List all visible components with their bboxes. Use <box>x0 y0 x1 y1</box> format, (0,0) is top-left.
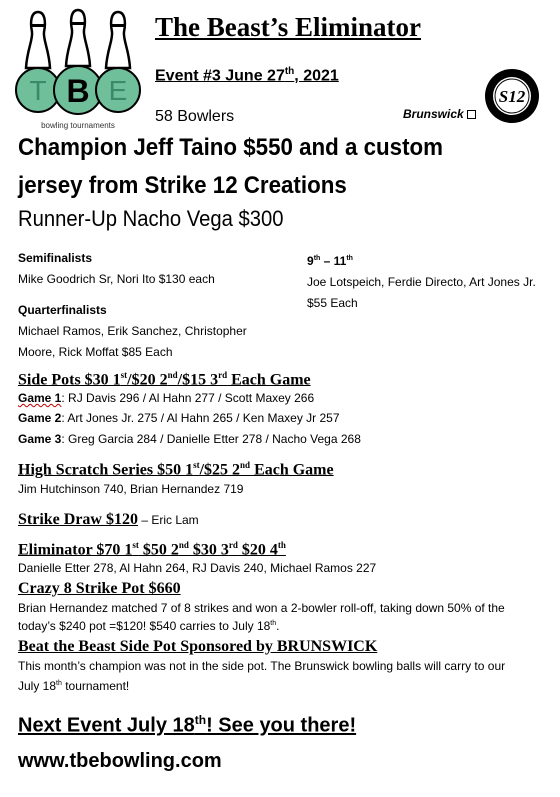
quarterfinalists <box>18 300 247 363</box>
bowling-pin-icon <box>106 12 130 68</box>
side-pot-game-2: Game 2: Art Jones Jr. 275 / Al Hahn 265 / Ken Maxey Jr 257 <box>18 411 340 425</box>
logo-caption: bowling tournaments <box>41 121 115 130</box>
bowling-pin-icon <box>26 12 50 68</box>
high-scratch-text: Jim Hutchinson 740, Brian Hernandez 719 <box>18 482 244 496</box>
brunswick-logo: Brunswick <box>403 107 476 121</box>
side-pots-heading: Side Pots $30 1st/$20 2nd/$15 3rd Each Game <box>18 370 311 389</box>
strike-draw: Strike Draw $120 – Eric Lam <box>18 511 199 528</box>
side-pot-game-3: Game 3: Greg Garcia 284 / Danielle Etter 278 / Nacho Vega 268 <box>18 432 361 446</box>
tbe-logo <box>14 8 142 136</box>
ninth-line-1: Joe Lotspeich, Ferdie Directo, Art Jones Jr. <box>307 275 536 289</box>
crazy8-heading: Crazy 8 Strike Pot $660 <box>18 580 181 597</box>
high-scratch-heading: High Scratch Series $50 1st/$25 2nd Each Game <box>18 460 334 479</box>
website-link[interactable]: www.tbebowling.com <box>18 750 222 772</box>
quarterfinalists-line-1: Michael Ramos, Erik Sanchez, Christopher <box>18 324 247 338</box>
runner-up: Runner-Up Nacho Vega $300 <box>18 206 284 231</box>
semifinalists-text: Mike Goodrich Sr, Nori Ito $130 each <box>18 272 215 286</box>
champion-line-2: jersey from Strike 12 Creations <box>18 172 347 199</box>
beat-beast-line-2: July 18th tournament! <box>18 679 130 693</box>
crazy8-line-2: today’s $240 pot =$120! $540 carries to July 18th. <box>18 619 280 633</box>
crazy8-line-1: Brian Hernandez matched 7 of 8 strikes and won a 2-bowler roll-off, taking down 50% of the <box>18 601 505 615</box>
logo-letter-b: B <box>66 73 90 109</box>
logo-letter-e: E <box>108 75 128 106</box>
side-pot-game-1: Game 1: RJ Davis 296 / Al Hahn 277 / Scott Maxey 266 <box>18 391 315 405</box>
page-title: The Beast’s Eliminator <box>155 12 421 42</box>
logo-letter-t: T <box>29 75 47 106</box>
next-event: Next Event July 18th! See you there! <box>18 713 357 737</box>
quarterfinalists-heading: Quarterfinalists <box>18 303 107 317</box>
semifinalists-heading: Semifinalists <box>18 251 93 265</box>
bowling-pin-icon <box>66 10 90 66</box>
ninth-line-2: $55 Each <box>307 296 358 310</box>
svg-text:S12: S12 <box>498 87 526 106</box>
quarterfinalists-line-2: Moore, Rick Moffat $85 Each <box>18 345 173 359</box>
eliminator-text: Danielle Etter 278, Al Hahn 264, RJ Davis 240, Michael Ramos 227 <box>18 561 377 575</box>
strike12-badge <box>484 68 540 124</box>
beat-beast-line-1: This month’s champion was not in the side pot. The Brunswick bowling balls will carry to our <box>18 659 506 673</box>
event-date: Event #3 June 27th, 2021 <box>155 66 339 85</box>
bowler-count: 58 Bowlers <box>155 108 235 125</box>
beat-beast-heading: Beat the Beast Side Pot Sponsored by BRUNSWICK <box>18 638 378 655</box>
ninth-heading: 9th – 11th <box>307 254 353 268</box>
champion-line-1: Champion Jeff Taino $550 and a custom <box>18 134 443 161</box>
semifinalists <box>18 248 215 290</box>
eliminator-heading: Eliminator $70 1st $50 2nd $30 3rd $20 4th <box>18 540 286 559</box>
ninth-to-eleventh <box>307 248 536 314</box>
